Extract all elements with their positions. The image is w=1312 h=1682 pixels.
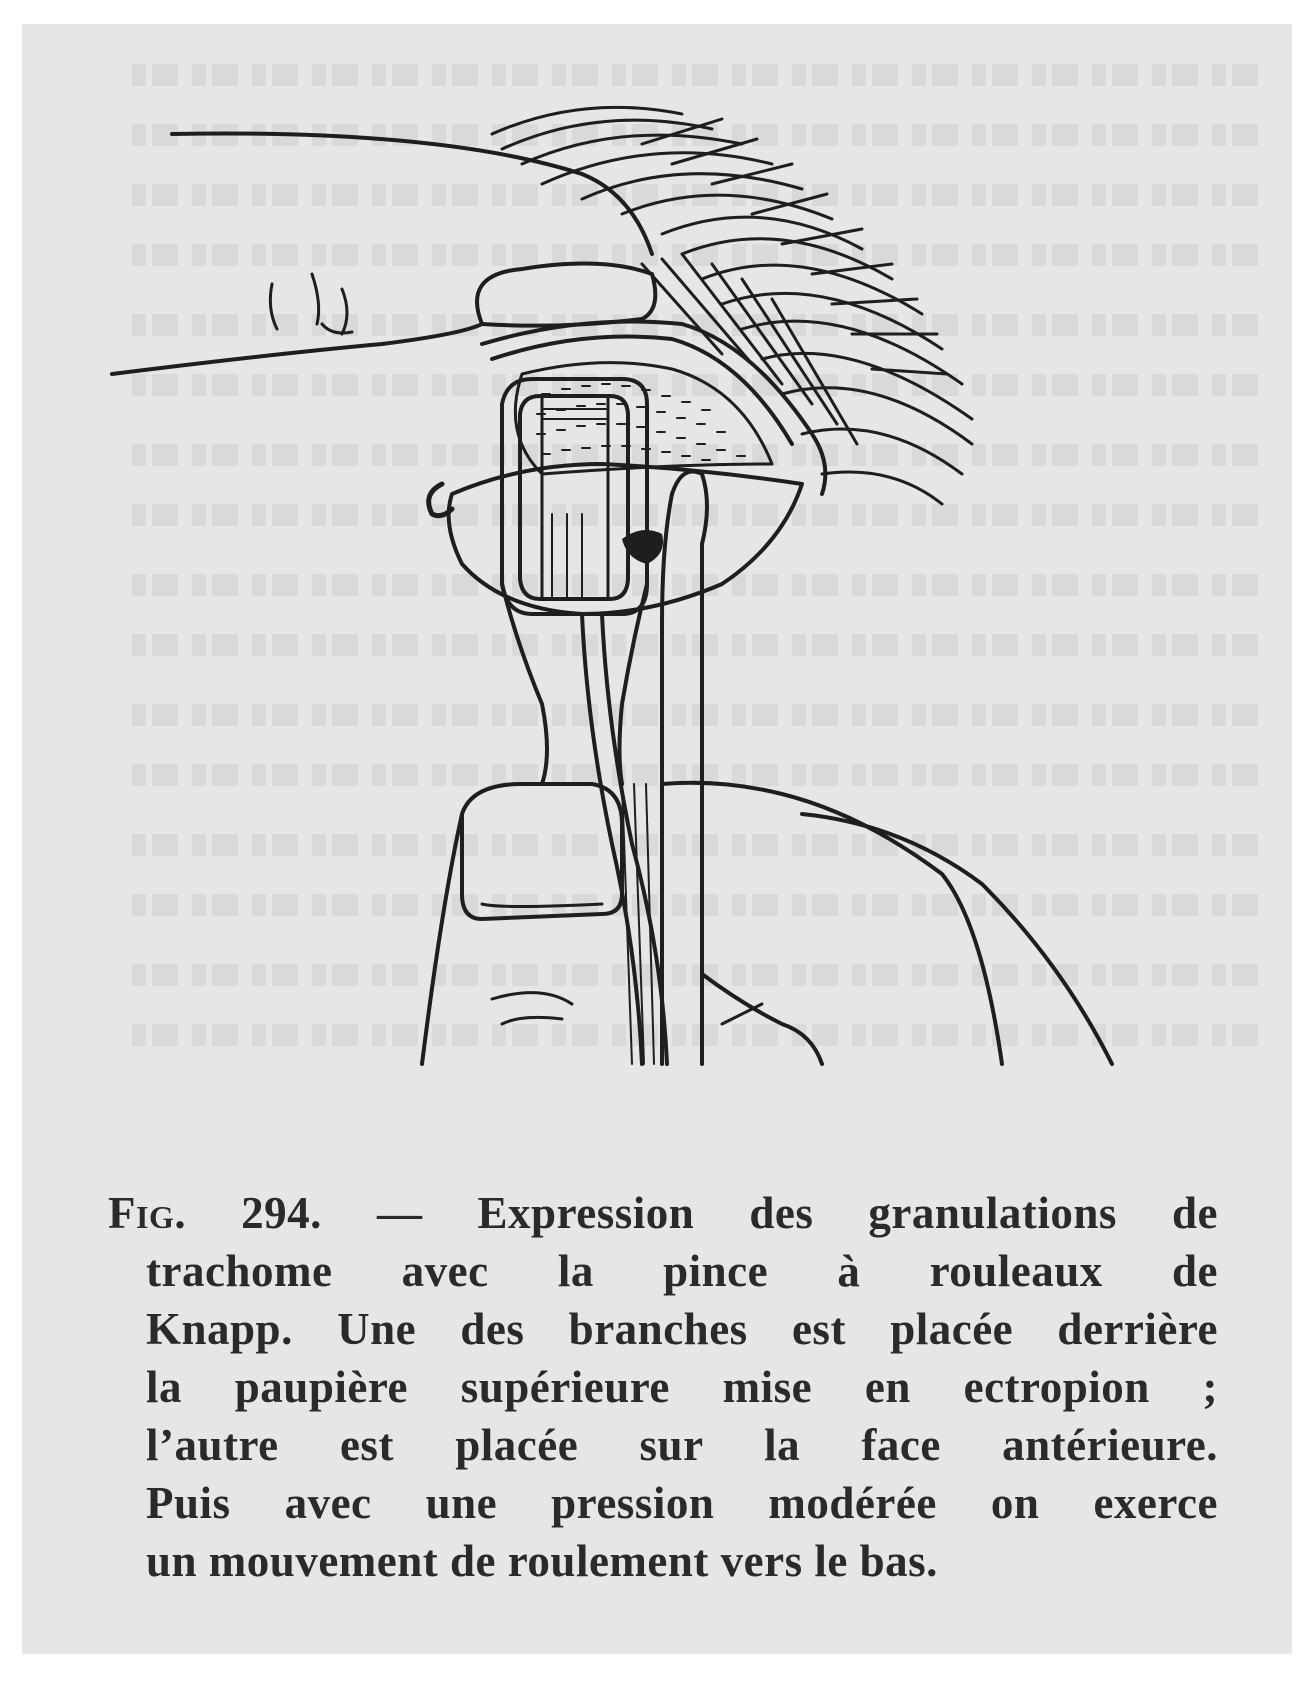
caption-line-7: un mouvement de roulement vers le bas. (146, 1536, 938, 1586)
caption-text-1: Expression des granulations de (477, 1188, 1219, 1238)
page (22, 24, 1292, 1654)
figure-label: Fig. 294. (108, 1188, 322, 1238)
caption-line-2: trachome avec la pince à rouleaux de (146, 1246, 1218, 1296)
thumb-illustration (422, 784, 622, 1064)
caption-line-1 (108, 1184, 1218, 1242)
figure-caption (108, 1184, 1218, 1590)
knapp-forceps-illustration (22, 24, 1292, 1144)
caption-line-4: la paupière supérieure mise en ectropion ; (146, 1362, 1218, 1412)
caption-dash: — (376, 1188, 423, 1238)
hand-illustration (662, 783, 1112, 1064)
forceps-branches (502, 379, 707, 1064)
caption-line-3: Knapp. Une des branches est placée derrière (146, 1304, 1218, 1354)
caption-line-6: Puis avec une pression modérée on exerce (146, 1478, 1218, 1528)
caption-line-5: l’autre est placée sur la face antérieure. (146, 1420, 1218, 1470)
finger-illustration (112, 134, 655, 375)
